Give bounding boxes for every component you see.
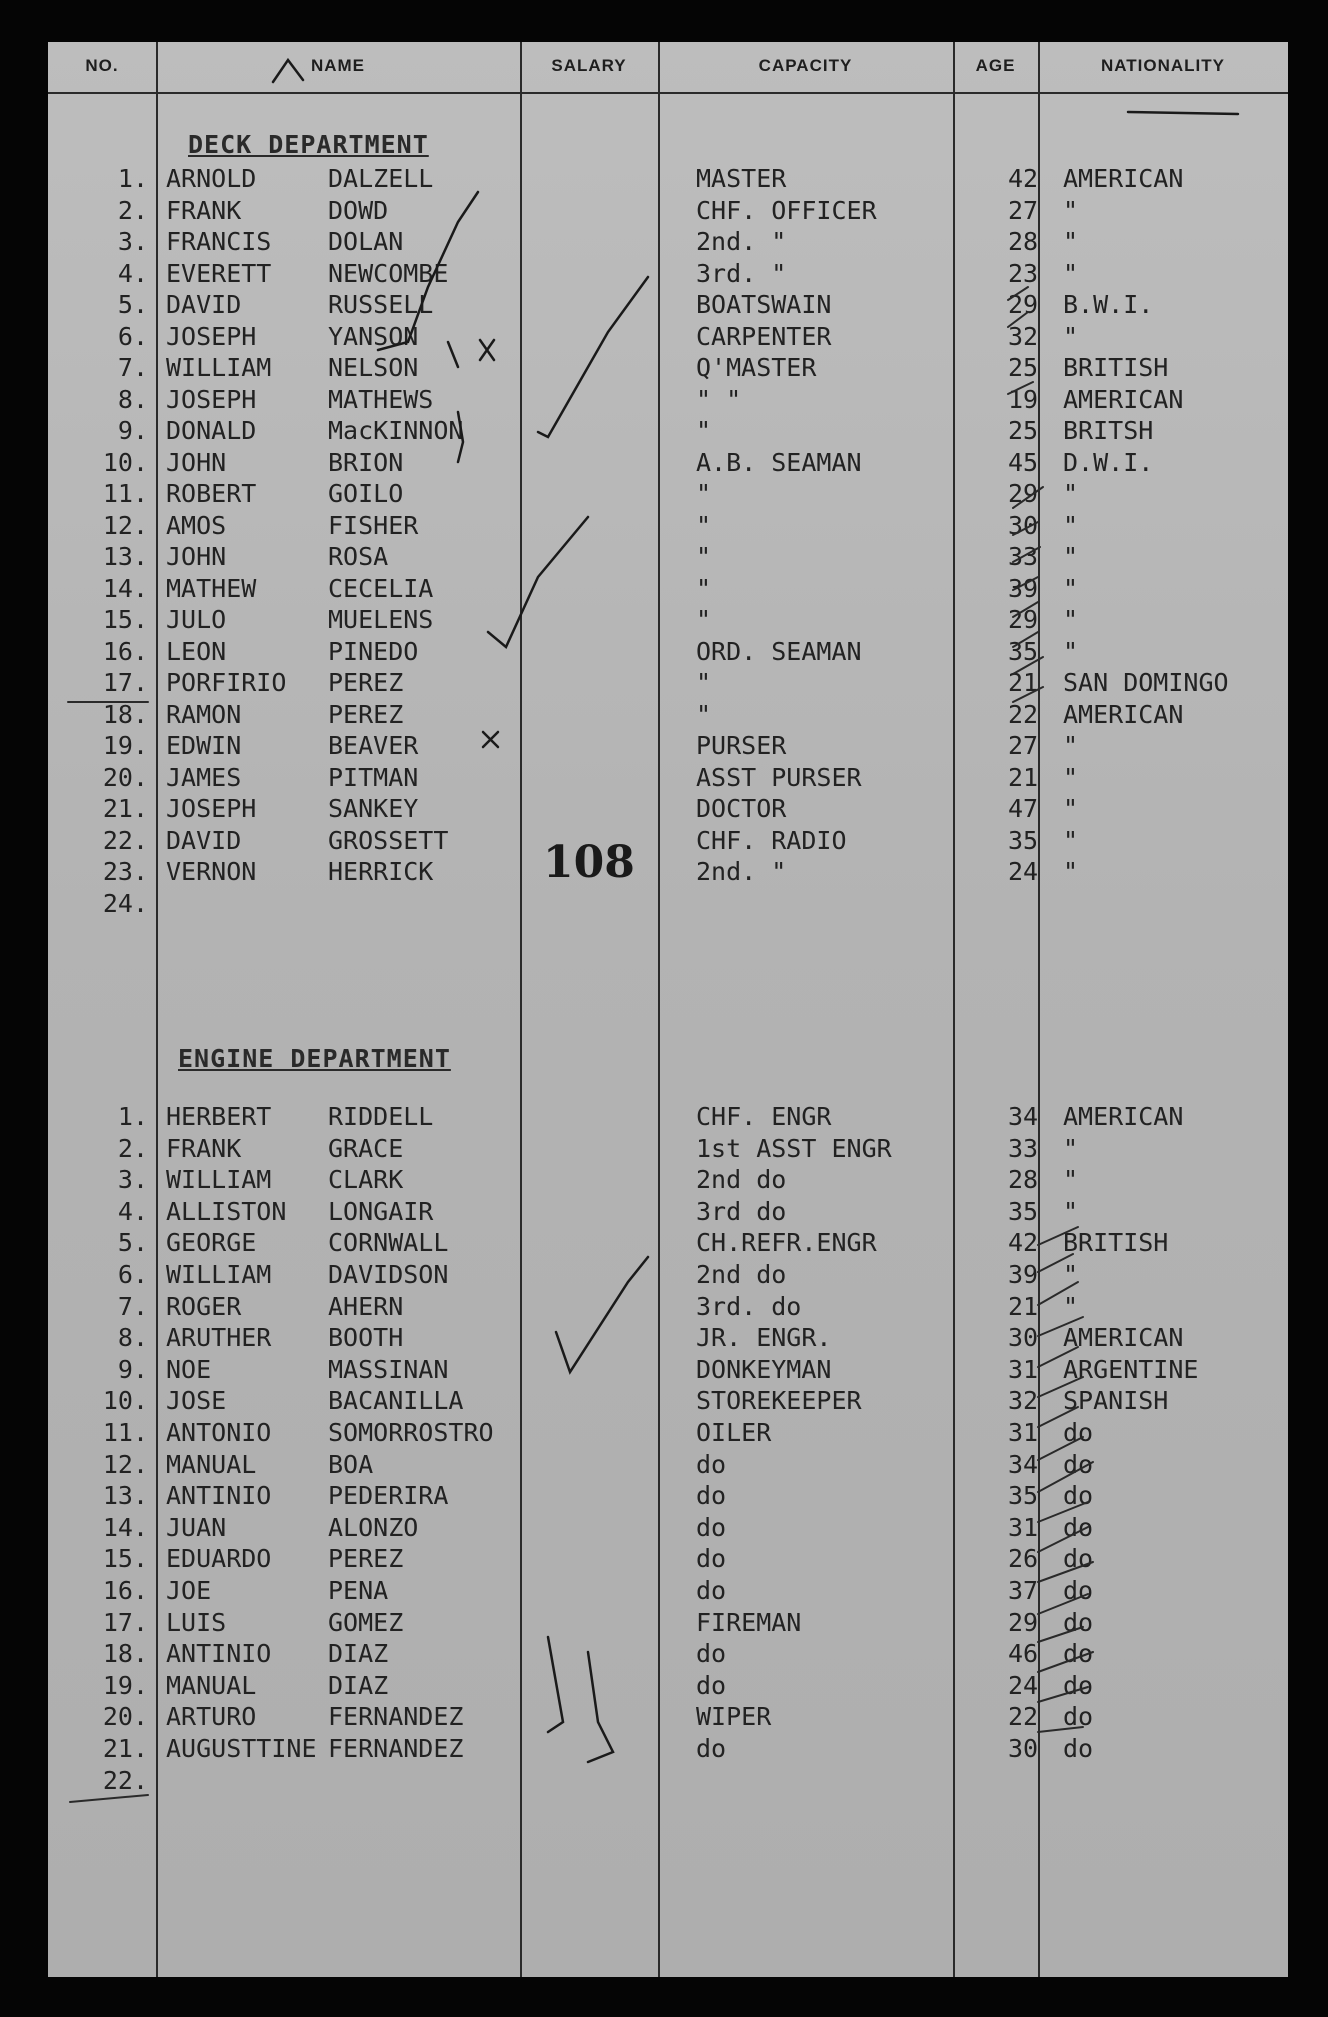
check-mark xyxy=(488,517,588,647)
age: 35 xyxy=(1007,825,1039,855)
last-name: BEAVER xyxy=(328,731,419,760)
row-number: 4. xyxy=(117,1196,148,1226)
last-name: LONGAIR xyxy=(328,1196,434,1226)
first-name: FRANK xyxy=(166,1133,242,1163)
row-number: 24. xyxy=(102,888,148,918)
first-name: EDWIN xyxy=(166,731,242,760)
age: 39 xyxy=(1007,1260,1039,1289)
cross-mark xyxy=(480,340,494,360)
age: 19 xyxy=(1007,384,1039,414)
nationality: " xyxy=(1063,825,1079,855)
nationality: ARGENTINE xyxy=(1063,1354,1199,1384)
check-mark xyxy=(378,192,478,350)
last-name: AHERN xyxy=(328,1291,404,1321)
first-name: PORFIRIO xyxy=(166,668,287,697)
row-number: 18. xyxy=(102,1639,148,1669)
capacity: 2nd. " xyxy=(696,857,787,886)
age: 42 xyxy=(1007,164,1039,193)
capacity: " xyxy=(696,605,712,634)
nationality: SPANISH xyxy=(1063,1386,1169,1416)
capacity: CARPENTER xyxy=(696,321,832,351)
last-name: YANSON xyxy=(328,321,419,351)
last-name: PITMAN xyxy=(328,762,419,792)
row-number: 5. xyxy=(117,1228,148,1258)
row-number: 1. xyxy=(117,1102,148,1131)
capacity: FIREMAN xyxy=(696,1607,802,1637)
first-name: MATHEW xyxy=(166,573,257,603)
nationality: do xyxy=(1063,1702,1094,1732)
last-name: DIAZ xyxy=(328,1670,389,1700)
nationality: " xyxy=(1063,258,1079,288)
first-name: ROBERT xyxy=(166,479,257,508)
nationality: do xyxy=(1063,1512,1094,1542)
first-name: FRANK xyxy=(166,195,242,225)
capacity: do xyxy=(696,1544,727,1574)
row-number: 14. xyxy=(102,573,148,603)
age: 23 xyxy=(1007,258,1039,288)
first-name: LUIS xyxy=(166,1607,227,1637)
nationality: " xyxy=(1063,1196,1079,1226)
row-number: 2. xyxy=(117,195,148,225)
age: 34 xyxy=(1007,1102,1039,1131)
first-name: DAVID xyxy=(166,290,242,319)
nationality: " xyxy=(1063,1260,1079,1289)
header-capacity: CAPACITY xyxy=(758,56,853,75)
last-name: CLARK xyxy=(328,1165,404,1195)
check-mark xyxy=(458,412,463,462)
check-mark xyxy=(556,1257,648,1372)
deck-department-title: DECK DEPARTMENT xyxy=(188,130,429,159)
nationality: do xyxy=(1063,1607,1094,1637)
last-name: DOLAN xyxy=(328,227,404,256)
last-name: PINEDO xyxy=(328,636,419,666)
header-age: AGE xyxy=(975,56,1016,75)
row-number: 16. xyxy=(102,636,148,666)
last-name: GOMEZ xyxy=(328,1607,404,1637)
age: 39 xyxy=(1007,573,1039,603)
row-number: 12. xyxy=(102,1449,148,1479)
first-name: MANUAL xyxy=(166,1449,257,1479)
last-name: MacKINNON xyxy=(328,416,464,445)
row-number: 19. xyxy=(102,1670,148,1700)
age: 34 xyxy=(1007,1449,1039,1479)
last-name: HERRICK xyxy=(328,857,434,886)
age: 32 xyxy=(1007,321,1039,351)
age: 31 xyxy=(1007,1512,1039,1542)
capacity: 2nd do xyxy=(696,1165,787,1195)
capacity: CHF. ENGR xyxy=(696,1102,832,1131)
age: 46 xyxy=(1007,1639,1039,1669)
row-number: 10. xyxy=(102,1386,148,1416)
capacity: BOATSWAIN xyxy=(696,290,832,319)
crew-list-sheet xyxy=(48,42,1288,1977)
nationality: do xyxy=(1063,1576,1094,1605)
row-number: 9. xyxy=(117,416,148,445)
age: 42 xyxy=(1007,1228,1039,1258)
nationality: " xyxy=(1063,1133,1079,1163)
first-name: EVERETT xyxy=(166,258,272,288)
last-name: MASSINAN xyxy=(328,1354,449,1384)
capacity: 2nd do xyxy=(696,1260,787,1289)
nationality: do xyxy=(1063,1481,1094,1511)
capacity: ASST PURSER xyxy=(696,762,862,792)
nationality: do xyxy=(1063,1670,1094,1700)
nationality: " xyxy=(1063,573,1079,603)
nationality: " xyxy=(1063,510,1079,540)
row-number: 17. xyxy=(102,1607,148,1637)
first-name: JOSE xyxy=(166,1386,227,1416)
row-number: 18. xyxy=(102,699,148,729)
handwritten-marks xyxy=(48,42,1288,1977)
nationality: " xyxy=(1063,542,1079,571)
capacity: " xyxy=(696,510,712,540)
salary-stamp: 108 xyxy=(543,837,635,888)
capacity: CHF. RADIO xyxy=(696,825,847,855)
first-name: JULO xyxy=(166,605,227,634)
row-number: 4. xyxy=(117,258,148,288)
age: 25 xyxy=(1007,353,1039,382)
last-name: BACANILLA xyxy=(328,1386,464,1416)
nationality: " xyxy=(1063,731,1079,760)
capacity: STOREKEEPER xyxy=(696,1386,862,1416)
capacity: MASTER xyxy=(696,164,787,193)
age: 28 xyxy=(1007,1165,1039,1195)
capacity: Q'MASTER xyxy=(696,353,817,382)
capacity: " xyxy=(696,699,712,729)
nationality: " xyxy=(1063,762,1079,792)
first-name: WILLIAM xyxy=(166,1165,272,1195)
capacity: CHF. OFFICER xyxy=(696,195,877,225)
row-number: 3. xyxy=(117,1165,148,1195)
age: 47 xyxy=(1007,794,1039,823)
capacity: " " xyxy=(696,384,742,414)
row-number: 6. xyxy=(117,321,148,351)
age: 28 xyxy=(1007,227,1039,256)
capacity: do xyxy=(696,1449,727,1479)
last-name: DOWD xyxy=(328,195,389,225)
row-number: 1. xyxy=(117,164,148,193)
capacity: OILER xyxy=(696,1418,772,1447)
last-name: ALONZO xyxy=(328,1512,419,1542)
capacity: " xyxy=(696,416,712,445)
capacity: " xyxy=(696,479,712,508)
row-number: 13. xyxy=(102,1481,148,1511)
last-name: GOILO xyxy=(328,479,404,508)
capacity: JR. ENGR. xyxy=(696,1323,832,1353)
age: 22 xyxy=(1007,1702,1039,1732)
row-number: 21. xyxy=(102,1734,148,1763)
first-name: ANTINIO xyxy=(166,1639,272,1669)
row-number: 10. xyxy=(102,447,148,477)
first-name: EDUARDO xyxy=(166,1544,272,1574)
nationality: AMERICAN xyxy=(1063,1102,1184,1131)
nationality: do xyxy=(1063,1449,1094,1479)
capacity: 3rd. do xyxy=(696,1291,802,1321)
last-name: PEREZ xyxy=(328,1544,404,1574)
capacity: " xyxy=(696,573,712,603)
age: 21 xyxy=(1007,1291,1039,1321)
first-name: JOSEPH xyxy=(166,384,257,414)
row-number: 21. xyxy=(102,794,148,823)
nationality: " xyxy=(1063,195,1079,225)
age: 31 xyxy=(1007,1354,1039,1384)
age: 25 xyxy=(1007,416,1039,445)
last-name: PEREZ xyxy=(328,668,404,697)
last-name: DALZELL xyxy=(328,164,434,193)
row-number: 7. xyxy=(117,1291,148,1321)
age: 26 xyxy=(1007,1544,1039,1574)
last-name: PENA xyxy=(328,1576,389,1605)
capacity: 1st ASST ENGR xyxy=(696,1133,892,1163)
first-name: NOE xyxy=(166,1354,212,1384)
first-name: JOHN xyxy=(166,447,227,477)
age: 24 xyxy=(1007,857,1039,886)
last-name: BRION xyxy=(328,447,404,477)
first-name: ANTINIO xyxy=(166,1481,272,1511)
last-name: DIAZ xyxy=(328,1639,389,1669)
age: 21 xyxy=(1007,668,1039,697)
first-name: HERBERT xyxy=(166,1102,272,1131)
age: 22 xyxy=(1007,699,1039,729)
row-number: 8. xyxy=(117,384,148,414)
row-number: 16. xyxy=(102,1576,148,1605)
capacity: CH.REFR.ENGR xyxy=(696,1228,877,1258)
last-name: MUELENS xyxy=(328,605,434,634)
capacity: do xyxy=(696,1576,727,1605)
engine-department-title: ENGINE DEPARTMENT xyxy=(178,1044,451,1073)
first-name: JOSEPH xyxy=(166,321,257,351)
last-name: CECELIA xyxy=(328,573,434,603)
nationality: do xyxy=(1063,1544,1094,1574)
age: 29 xyxy=(1007,479,1039,508)
age: 24 xyxy=(1007,1670,1039,1700)
last-name: BOOTH xyxy=(328,1323,404,1353)
capacity: do xyxy=(696,1512,727,1542)
age: 33 xyxy=(1007,542,1039,571)
first-name: ANTONIO xyxy=(166,1418,272,1447)
last-name: FERNANDEZ xyxy=(328,1734,464,1763)
first-name: AMOS xyxy=(166,510,227,540)
nationality: BRITISH xyxy=(1063,1228,1169,1258)
first-name: VERNON xyxy=(166,857,257,886)
row-number: 17. xyxy=(102,668,148,697)
last-name: NELSON xyxy=(328,353,419,382)
capacity: do xyxy=(696,1734,727,1763)
age: 30 xyxy=(1007,1323,1039,1353)
first-name: ARNOLD xyxy=(166,164,257,193)
last-name: PEDERIRA xyxy=(328,1481,449,1511)
nationality: " xyxy=(1063,1291,1079,1321)
nationality: AMERICAN xyxy=(1063,164,1184,193)
row-number: 19. xyxy=(102,731,148,760)
nationality: AMERICAN xyxy=(1063,1323,1184,1353)
nationality: " xyxy=(1063,1165,1079,1195)
row-number: 20. xyxy=(102,1702,148,1732)
age: 32 xyxy=(1007,1386,1039,1416)
first-name: JOSEPH xyxy=(166,794,257,823)
last-name: SANKEY xyxy=(328,794,419,823)
last-name: CORNWALL xyxy=(328,1228,449,1258)
first-name: WILLIAM xyxy=(166,353,272,382)
age: 35 xyxy=(1007,636,1039,666)
check-mark xyxy=(448,342,458,367)
cross-mark xyxy=(483,732,498,747)
nationality: BRITSH xyxy=(1063,416,1154,445)
last-name: PEREZ xyxy=(328,699,404,729)
nationality: " xyxy=(1063,636,1079,666)
first-name: MANUAL xyxy=(166,1670,257,1700)
last-name: BOA xyxy=(328,1449,374,1479)
first-name: JOHN xyxy=(166,542,227,571)
check-mark xyxy=(588,1652,613,1762)
nationality: " xyxy=(1063,479,1079,508)
row-number: 11. xyxy=(102,479,148,508)
nationality: AMERICAN xyxy=(1063,384,1184,414)
age: 35 xyxy=(1007,1481,1039,1511)
age: 31 xyxy=(1007,1418,1039,1447)
capacity: 3rd. " xyxy=(696,258,787,288)
row-number: 15. xyxy=(102,1544,148,1574)
row-number: 8. xyxy=(117,1323,148,1353)
row-number: 12. xyxy=(102,510,148,540)
row-number: 22. xyxy=(102,1765,148,1795)
first-name: FRANCIS xyxy=(166,227,272,256)
capacity: ORD. SEAMAN xyxy=(696,636,862,666)
age: 30 xyxy=(1007,1734,1039,1763)
first-name: ARTURO xyxy=(166,1702,257,1732)
first-name: RAMON xyxy=(166,699,242,729)
nationality: do xyxy=(1063,1734,1094,1763)
row-number: 3. xyxy=(117,227,148,256)
first-name: LEON xyxy=(166,636,227,666)
capacity: 2nd. " xyxy=(696,227,787,256)
first-name: JAMES xyxy=(166,762,242,792)
last-name: GRACE xyxy=(328,1133,404,1163)
age: 29 xyxy=(1007,605,1039,634)
nationality: " xyxy=(1063,794,1079,823)
first-name: ROGER xyxy=(166,1291,242,1321)
age: 27 xyxy=(1007,731,1039,760)
age: 30 xyxy=(1007,510,1039,540)
strike-line xyxy=(70,1795,148,1802)
capacity: DONKEYMAN xyxy=(696,1354,832,1384)
last-name: GROSSETT xyxy=(328,825,449,855)
nationality: D.W.I. xyxy=(1063,447,1154,477)
age: 29 xyxy=(1007,290,1039,319)
row-number: 15. xyxy=(102,605,148,634)
age: 45 xyxy=(1007,447,1039,477)
row-number: 9. xyxy=(117,1354,148,1384)
pen-mark xyxy=(273,60,303,82)
age: 27 xyxy=(1007,195,1039,225)
nationality: BRITISH xyxy=(1063,353,1169,382)
last-name: RIDDELL xyxy=(328,1102,434,1131)
last-name: FERNANDEZ xyxy=(328,1702,464,1732)
first-name: DONALD xyxy=(166,416,257,445)
capacity: do xyxy=(696,1639,727,1669)
pen-underline xyxy=(1128,112,1238,114)
row-number: 14. xyxy=(102,1512,148,1542)
nationality: do xyxy=(1063,1418,1094,1447)
row-number: 2. xyxy=(117,1133,148,1163)
first-name: ARUTHER xyxy=(166,1323,272,1353)
capacity: do xyxy=(696,1670,727,1700)
header-nationality: NATIONALITY xyxy=(1100,56,1225,75)
header-no: NO. xyxy=(85,56,119,75)
first-name: JUAN xyxy=(166,1512,227,1542)
age: 33 xyxy=(1007,1133,1039,1163)
row-number: 23. xyxy=(102,857,148,886)
header-salary: SALARY xyxy=(551,56,627,75)
nationality: " xyxy=(1063,321,1079,351)
row-number: 22. xyxy=(102,825,148,855)
age: 29 xyxy=(1007,1607,1039,1637)
capacity: WIPER xyxy=(696,1702,772,1732)
capacity: 3rd do xyxy=(696,1196,787,1226)
row-number: 13. xyxy=(102,542,148,571)
last-name: FISHER xyxy=(328,510,419,540)
last-name: MATHEWS xyxy=(328,384,434,414)
row-number: 5. xyxy=(117,290,148,319)
nationality: " xyxy=(1063,857,1079,886)
nationality: AMERICAN xyxy=(1063,699,1184,729)
last-name: NEWCOMBE xyxy=(328,258,449,288)
age: 37 xyxy=(1007,1576,1039,1605)
age: 35 xyxy=(1007,1196,1039,1226)
nationality: B.W.I. xyxy=(1063,290,1154,319)
last-name: DAVIDSON xyxy=(328,1260,449,1289)
first-name: JOE xyxy=(166,1576,212,1605)
header-name: NAME xyxy=(310,56,366,75)
nationality: " xyxy=(1063,605,1079,634)
first-name: GEORGE xyxy=(166,1228,257,1258)
first-name: WILLIAM xyxy=(166,1260,272,1289)
age: 21 xyxy=(1007,762,1039,792)
capacity: " xyxy=(696,542,712,571)
capacity: PURSER xyxy=(696,731,787,760)
check-mark xyxy=(548,1637,563,1732)
first-name: DAVID xyxy=(166,825,242,855)
first-name: AUGUSTTINE xyxy=(166,1734,317,1763)
last-name: RUSSELL xyxy=(328,290,434,319)
capacity: A.B. SEAMAN xyxy=(696,447,862,477)
row-number: 11. xyxy=(102,1418,148,1447)
capacity: DOCTOR xyxy=(696,794,787,823)
capacity: do xyxy=(696,1481,727,1511)
nationality: " xyxy=(1063,227,1079,256)
row-number: 7. xyxy=(117,353,148,382)
check-mark xyxy=(538,277,648,437)
last-name: SOMORROSTRO xyxy=(328,1418,494,1447)
row-number: 6. xyxy=(117,1260,148,1289)
row-number: 20. xyxy=(102,762,148,792)
capacity: " xyxy=(696,668,712,697)
first-name: ALLISTON xyxy=(166,1196,287,1226)
nationality: do xyxy=(1063,1639,1094,1669)
last-name: ROSA xyxy=(328,542,389,571)
nationality: SAN DOMINGO xyxy=(1063,668,1229,697)
